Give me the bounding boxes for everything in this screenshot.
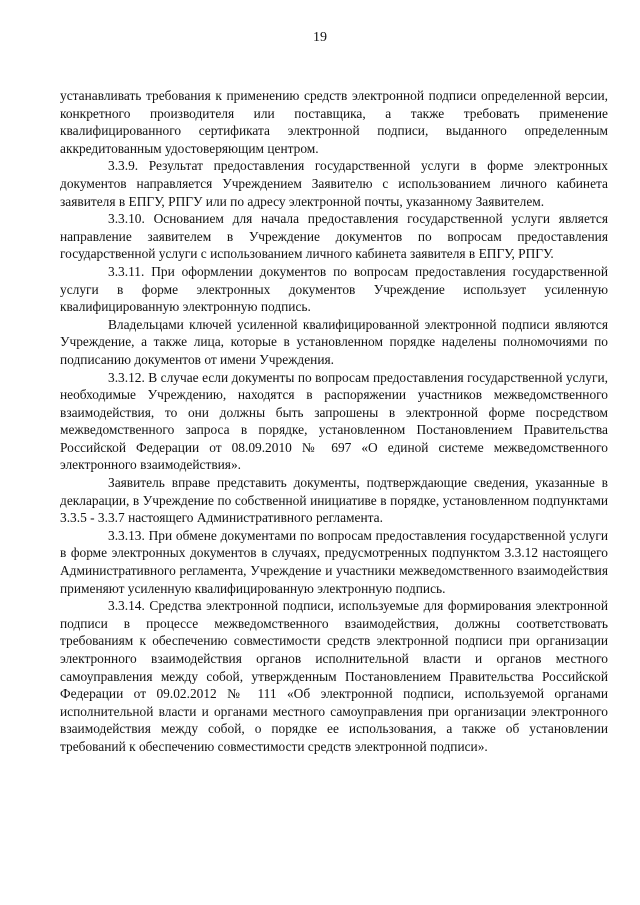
paragraph: 3.3.10. Основанием для начала предоставления государственной услуги является направление заявителем в Учреждение документов по вопросам предоставления государственной услуги с использованием личного кабинета заявителя в ЕПГУ, РПГУ.	[60, 211, 608, 262]
paragraph: 3.3.13. При обмене документами по вопросам предоставления государственной услуги в форме электронных документов в случаях, предусмотренных подпунктом 3.3.12 настоящего Административного регламента, Учреждение и участники межведомственного взаимодействия применяют усиленную квалифицированную электронную подпись.	[60, 527, 608, 596]
paragraph: 3.3.14. Средства электронной подписи, используемые для формирования электронной подписи в процессе межведомственного взаимодействия, должны соответствовать требованиям к обеспечению совместимости средств электронной подписи при организации электронного взаимодействия органов исполнительной власти и органов местного самоуправления между собой, утвержденным Постановлением Правительства Российской Федерации от 09.02.2012 № 111 «Об электронной подписи, используемой органами исполнительной власти и органами местного самоуправления при организации электронного взаимодействия между собой, о порядке ее использования, а также об установлении требований к обеспечению совместимости средств электронной подписи».	[60, 598, 608, 754]
paragraph: 3.3.9. Результат предоставления государственной услуги в форме электронных документов направляется Учреждением Заявителю с использованием личного кабинета заявителя в ЕПГУ, РПГУ или по адресу электронной почты, указанному Заявителем.	[60, 158, 608, 209]
paragraph: 3.3.12. В случае если документы по вопросам предоставления государственной услуги, необходимые Учреждению, находятся в распоряжении участников межведомственного взаимодействия, то они должны быть запрошены в электронной форме посредством межведомственного запроса в порядке, установленном Постановлением Правительства Российской Федерации от 08.09.2010 № 697 «О единой системе межведомственного электронного взаимодействия».	[60, 369, 608, 473]
paragraph: 3.3.11. При оформлении документов по вопросам предоставления государственной услуги в форме электронных документов Учреждение использует усиленную квалифицированную электронную подпись.	[60, 263, 608, 315]
paragraph: Владельцами ключей усиленной квалифицированной электронной подписи являются Учреждение, а также лица, которые в установленном порядке наделены полномочиями по подписанию документов от имени Учреждения.	[60, 316, 608, 367]
paragraph: устанавливать требования к применению средств электронной подписи определенной версии, конкретного производителя или поставщика, а также требовать применение квалифицированного сертификата электронной подписи, выданного определенным аккредитованным удостоверяющим центром.	[60, 88, 608, 156]
page-number: 19	[313, 30, 327, 45]
document-body	[60, 87, 608, 756]
paragraph: Заявитель вправе представить документы, подтверждающие сведения, указанные в декларации, в Учреждение по собственной инициативе в порядке, установленном подпунктами 3.3.5 - 3.3.7 настоящего Административного регламента.	[60, 475, 608, 526]
